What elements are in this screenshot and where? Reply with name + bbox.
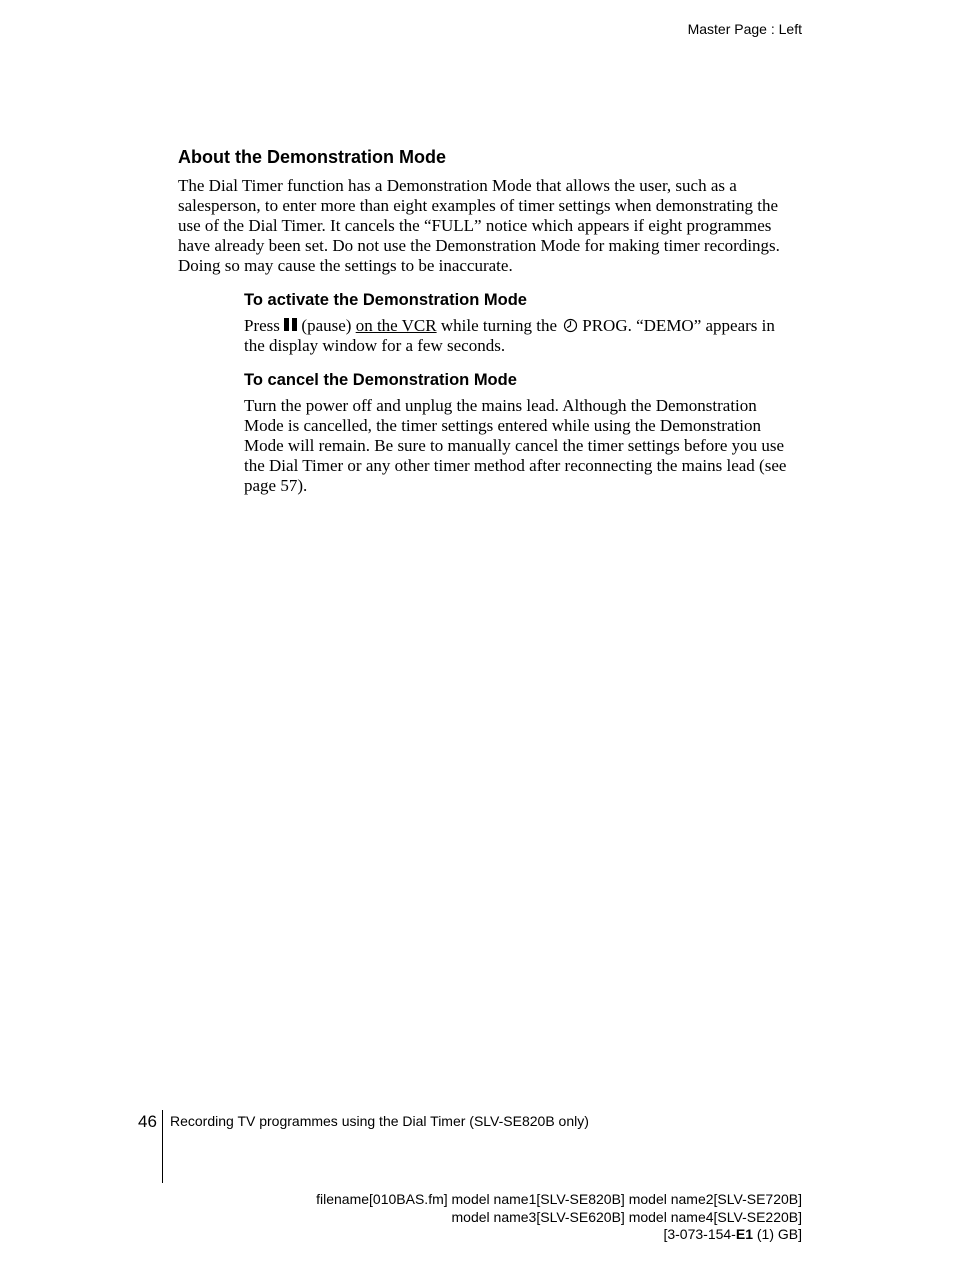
activate-text-prog: PROG. “DEMO” appears in the display window for a few seconds.: [244, 316, 775, 355]
section-heading: About the Demonstration Mode: [178, 147, 446, 167]
master-page-label: Master Page : Left: [687, 21, 802, 37]
activate-text-on-vcr: on the VCR: [355, 316, 437, 335]
cancel-paragraph: Turn the power off and unplug the mains lead. Although the Demonstration Mode is cancelled, the timer settings entered while using the Demonstration Mode will remain. Be sure to manually cancel the timer settings before you use the Dial Timer or any other timer method after reconnecting the mains lead (see page 57).: [244, 396, 787, 495]
pause-icon: [284, 318, 297, 331]
file-info-code-bold: E1: [735, 1226, 753, 1242]
file-info-line-2: model name3[SLV-SE620B] model name4[SLV-SE220B]: [451, 1208, 802, 1225]
file-info-block: [316, 1191, 802, 1244]
activate-text-while: while turning the: [436, 316, 558, 335]
activate-paragraph: [244, 316, 790, 356]
timer-clock-icon: [563, 318, 578, 333]
activate-heading: To activate the Demonstration Mode: [244, 291, 527, 309]
intro-paragraph: The Dial Timer function has a Demonstration Mode that allows the user, such as a salesperson, to enter more than eight examples of timer settings when demonstrating the use of the Dial Timer. It cancels the “FULL” notice which appears if eight programmes have already been set. Do not use the Demonstration Mode for making timer recordings. Doing so may cause the settings to be inaccurate.: [178, 176, 780, 275]
activate-text-press: Press: [244, 316, 280, 335]
footer-divider: [162, 1110, 163, 1183]
file-info-line-1: filename[010BAS.fm] model name1[SLV-SE820B] model name2[SLV-SE720B]: [316, 1191, 802, 1207]
activate-text-pause: (pause): [297, 316, 356, 335]
page-number: 46: [138, 1112, 157, 1131]
file-info-code-suffix: (1) GB]: [752, 1226, 802, 1242]
file-info-line-3: [316, 1226, 802, 1244]
running-footer-title: Recording TV programmes using the Dial Timer (SLV-SE820B only): [170, 1113, 589, 1129]
file-info-code-prefix: [3-073-154-: [663, 1226, 736, 1242]
cancel-heading: To cancel the Demonstration Mode: [244, 371, 517, 389]
